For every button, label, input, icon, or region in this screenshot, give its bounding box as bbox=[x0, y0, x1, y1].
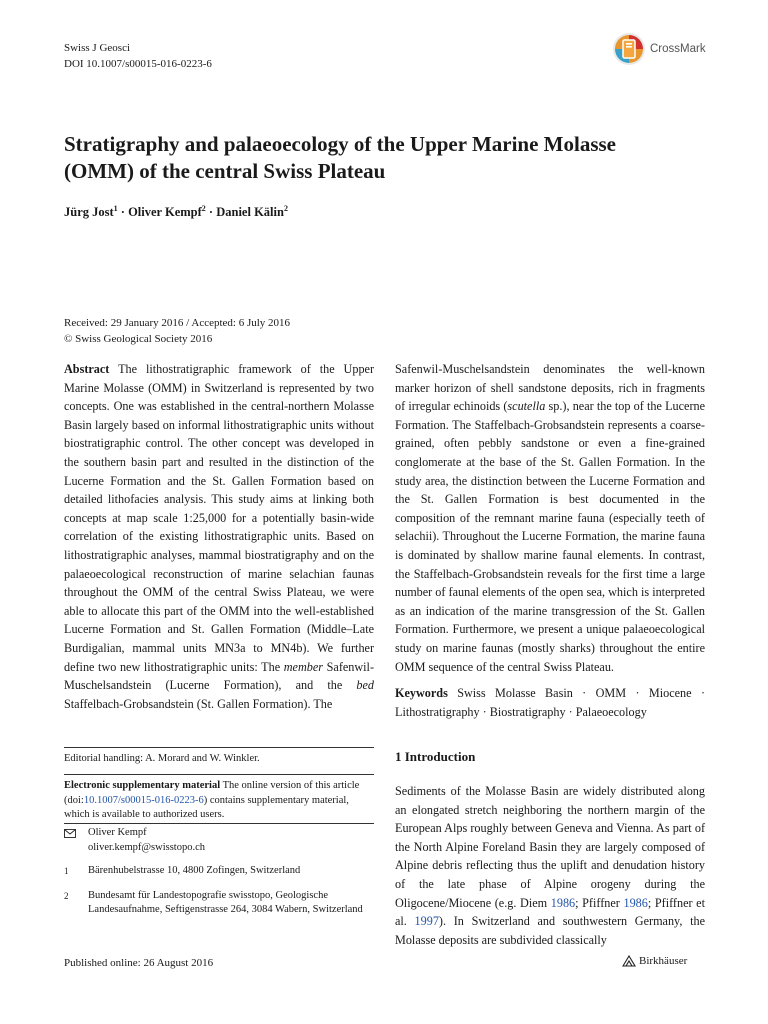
contact-email[interactable]: oliver.kempf@swisstopo.ch bbox=[88, 841, 205, 853]
keywords-list: Swiss Molasse Basin · OMM · Miocene · Lithostratigraphy · Biostratigraphy · Palaeoecology bbox=[395, 686, 706, 719]
abstract-right-column bbox=[395, 360, 705, 676]
author-name: Oliver Kempf bbox=[128, 205, 202, 220]
affiliation-number: 1 bbox=[64, 866, 69, 876]
crossmark-badge[interactable] bbox=[612, 32, 706, 66]
keywords-heading: Keywords bbox=[395, 686, 448, 700]
abstract-continuation: Safenwil-Muschelsandstein denominates the well-known marker horizon of shell sandstone deposits, rich in fragments of irregular echinoids (scutella sp.), near the top of the Lucerne Formation. The Staffelbach-Grobsandstein represents a coarse-grained, often pebbly sandstone or even a fine-grained conglomerate at the base of the St. Gallen Formation. In the study area, the distinction between the Lucerne Formation and the St. Gallen Formation is best documented in the composition of the remnant marine fauna (especially teeth of selachii). Throughout the Lucerne Formation, the marine fauna is dominated by shallow marine faunal elements. In contrast, the Staffelbach-Grobsandstein reveals for the first time a large number of faunal elements of the open sea, which is interpreted as an indication of the marine transgression of the St. Gallen Formation. Furthermore, we present a unique palaeoecological study on marine faunas (mostly sharks) throughout the entire OMM sequence of the central Swiss Plateau. bbox=[395, 362, 706, 674]
editorial-note: Editorial handling: A. Morard and W. Winkler. bbox=[64, 753, 260, 764]
abstract-left-column bbox=[64, 360, 374, 713]
esm-doi-link[interactable]: 10.1007/s00015-016-0223-6 bbox=[83, 794, 204, 806]
keywords-block bbox=[395, 684, 705, 721]
author-separator: · bbox=[117, 205, 129, 220]
author-affil-mark: 2 bbox=[201, 204, 206, 213]
author-list bbox=[64, 204, 288, 220]
citation-link[interactable]: 1997 bbox=[414, 914, 439, 929]
author-affil-mark: 1 bbox=[113, 204, 118, 213]
esm-heading: Electronic supplementary material bbox=[64, 780, 221, 791]
author-name: Daniel Kälin bbox=[216, 205, 284, 220]
affiliation-1: Bärenhubelstrasse 10, 4800 Zofingen, Switzerland bbox=[88, 865, 301, 876]
citation-link[interactable]: 1986 bbox=[623, 895, 648, 910]
citation-link[interactable]: 1986 bbox=[550, 895, 576, 910]
affiliation-number: 2 bbox=[64, 890, 69, 901]
journal-name: Swiss J Geosci bbox=[64, 42, 131, 54]
abstract-heading: Abstract bbox=[64, 362, 110, 376]
affiliation-2: Bundesamt für Landestopografie swisstopo, Geologische Landesaufnahme, Seftigenstrasse 264, 3084 Wabern, Switzerland bbox=[88, 889, 363, 915]
article-dates bbox=[64, 315, 290, 347]
member-term: member bbox=[283, 659, 324, 674]
article-title: Stratigraphy and palaeoecology of the Upper Marine Molasse (OMM) of the central Swiss Plateau bbox=[64, 132, 616, 183]
crossmark-label: CrossMark bbox=[650, 43, 706, 55]
publisher-name: Birkhäuser bbox=[639, 955, 688, 967]
contact-block bbox=[64, 826, 374, 918]
birkhauser-logo-icon bbox=[622, 955, 636, 967]
bed-term: bed bbox=[356, 678, 374, 693]
scutella-term: scutella bbox=[507, 399, 546, 414]
published-online: Published online: 26 August 2016 bbox=[64, 957, 214, 969]
introduction-paragraph: Sediments of the Molasse Basin are widely distributed along an elongated stretch neighboring the northern margin of the European Alps roughly between Geneva and Vienna. As part of the North Alpine Foreland Basin they are largely composed of Alpine debris reflecting thus the uplift and denudation history of the late phase of Alpine orogeny during the Oligocene/Miocene (e.g. Diem 1986; Pfiffner 1986; Pfiffner et al. 1997). In Switzerland and southwestern Germany, the Molasse deposits are subdivided classically bbox=[395, 784, 705, 947]
author-name: Jürg Jost bbox=[64, 205, 114, 220]
envelope-icon bbox=[64, 826, 88, 855]
crossmark-icon bbox=[612, 32, 646, 66]
author-separator: · bbox=[205, 205, 217, 220]
publisher-logo bbox=[622, 955, 687, 967]
received-accepted: Received: 29 January 2016 / Accepted: 6 July 2016 bbox=[64, 317, 291, 329]
supplementary-note: Electronic supplementary material The online version of this article (doi:10.1007/s00015-016-0223-6) contains supplementary material, which is available to authorized users. bbox=[64, 780, 360, 820]
footnote-divider bbox=[64, 823, 374, 824]
footnote-divider bbox=[64, 774, 374, 775]
contact-name: Oliver Kempf bbox=[88, 827, 147, 838]
running-header bbox=[64, 40, 212, 72]
doi-line: DOI 10.1007/s00015-016-0223-6 bbox=[64, 58, 212, 70]
author-affil-mark: 2 bbox=[283, 204, 288, 213]
abstract-paragraph: Abstract The lithostratigraphic framework of the Upper Marine Molasse (OMM) in Switzerland is represented by two concepts. One was established in the central-northern Molasse Basin largely based on informal lithostratigraphic units without biostratigraphic control. The other concept was developed in the southern basin part and resulted in the distinction of the Lucerne Formation and the St. Gallen Formation based on detailed lithofacies analysis. This study aims at linking both concepts at map scale 1:25,000 for a potentially basin-wide correlation of the existing lithostratigraphic units. Based on lithostratigraphic analyses, mammal biostratigraphy and on the palaeoecological reconstruction of marine selachian faunas throughout the OMM of the central Swiss Plateau, we were able to allocate this part of the OMM into the well-established Lucerne Formation and St. Gallen Formation (Middle–Late Burdigalian, mammal units MN3a to MN4b). We further define two new lithostratigraphic units: The member Safenwil-Muschelsandstein (Lucerne Formation), and the bed Staffelbach-Grobsandstein (St. Gallen Formation). The bbox=[64, 362, 375, 711]
copyright: © Swiss Geological Society 2016 bbox=[64, 333, 213, 345]
footnote-divider bbox=[64, 747, 374, 748]
section-heading-introduction: 1 Introduction bbox=[395, 749, 476, 764]
